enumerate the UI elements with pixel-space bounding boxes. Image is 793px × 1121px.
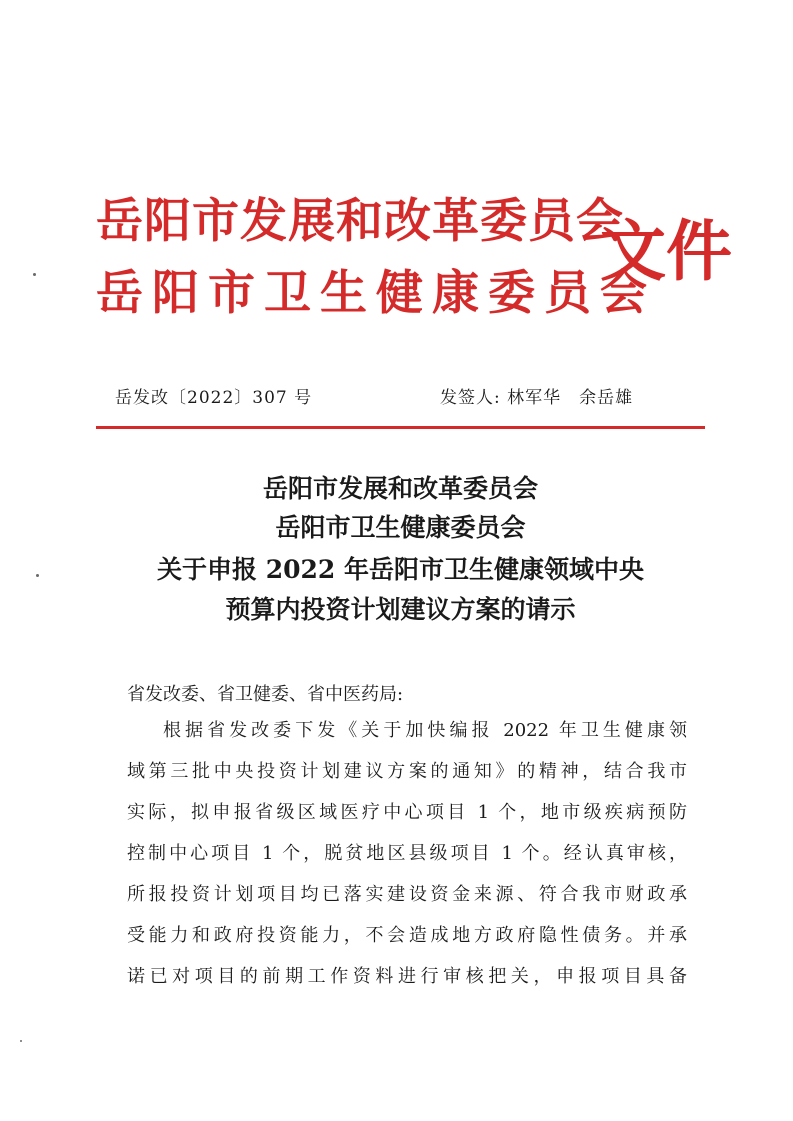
red-header-wenjian: 文件 (600, 212, 732, 290)
body-line: 实际，拟申报省级区域医疗中心项目 1 个，地市级疾病预防 (127, 802, 687, 823)
scan-dot (36, 574, 39, 577)
body-line: 受能力和政府投资能力，不会造成地方政府隐性债务。并承 (127, 925, 687, 946)
title-line-1: 岳阳市发展和改革委员会 (262, 474, 538, 503)
red-header-org-1: 岳阳市发展和改革委员会 (96, 194, 624, 249)
body-line: 域第三批中央投资计划建议方案的通知》的精神，结合我市 (127, 761, 687, 782)
title-line-2: 岳阳市卫生健康委员会 (275, 513, 526, 542)
body-line: 根据省发改委下发《关于加快编报 2022 年卫生健康领 (163, 720, 687, 741)
title-line-4: 预算内投资计划建议方案的请示 (225, 595, 576, 624)
body-line: 诺已对项目的前期工作资料进行审核把关，申报项目具备 (127, 966, 687, 987)
signer: 发签人: 林军华 余岳雄 (440, 388, 634, 408)
body-line: 控制中心项目 1 个，脱贫地区县级项目 1 个。经认真审核， (127, 843, 687, 864)
body-line: 所报投资计划项目均已落实建设资金来源、符合我市财政承 (127, 884, 687, 905)
scan-dot (33, 273, 36, 276)
red-header-org-2: 岳阳市卫生健康委员会 (96, 266, 656, 321)
document-number: 岳发改〔2022〕307 号 (115, 388, 313, 408)
red-divider (96, 426, 705, 429)
addressee: 省发改委、省卫健委、省中医药局: (127, 684, 404, 705)
title-line-3: 关于申报 2022 年岳阳市卫生健康领域中央 (157, 555, 644, 584)
scan-dot (20, 1040, 22, 1042)
